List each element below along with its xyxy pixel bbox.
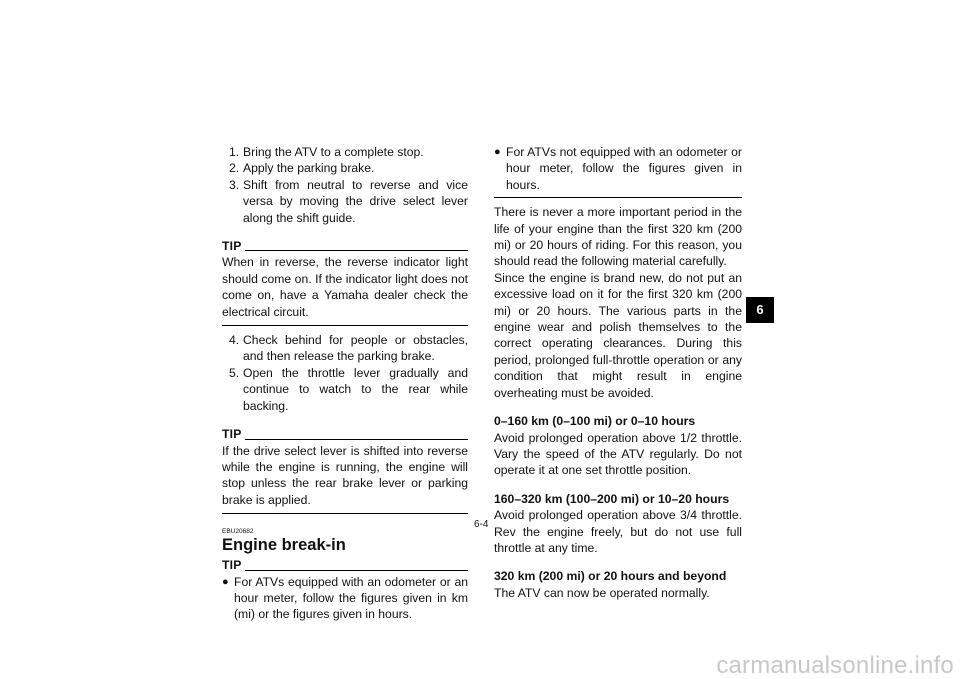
bullet-icon: ● [494,146,501,158]
tip-text: If the drive select lever is shifted into reverse while the engine is running, the engine will stop unless the rear brake lever or parking brake is applied. [222,443,468,507]
list-item: 5. Open the throttle lever gradually and continue to watch to the rear while backing. [229,365,468,413]
bullet-item: ● For ATVs equipped with an odometer or an hour meter, follow the figures given in km (mi) or the figures given in hours. [222,574,468,622]
tip-text: When in reverse, the reverse indicator light should come on. If the indicator light does not come on, have a Yamaha dealer check the electrical circuit. [222,255,468,319]
list-item: 4. Check behind for people or obstacles, and then release the parking brake. [229,333,468,364]
chapter-tab: 6 [746,297,774,323]
tip-header: TIP [222,426,468,442]
tip-rule [245,439,468,440]
spacer [494,556,742,568]
paragraph: There is never a more important period in the life of your engine than the first 320 km (200 mi) or 20 hours of riding. For this reason, you should read the following material carefully. [494,205,742,269]
subheading: 320 km (200 mi) or 20 hours and beyond [494,569,727,584]
tip-rule [245,250,468,251]
tip-end-rule [222,325,468,326]
list-item: 3. Shift from neutral to reverse and vice versa by moving the drive select lever along the shift guide. [229,177,468,225]
spacer [494,479,742,491]
list-item: 2. Apply the parking brake. [229,161,375,176]
tip-end-rule [494,197,742,198]
paragraph: Avoid prolonged operation above 3/4 throttle. Rev the engine freely, but do not use full throttle at any time. [494,508,742,555]
paragraph: The ATV can now be operated normally. [494,585,710,600]
page-number: 6-4 [474,519,489,530]
paragraph: Avoid prolonged operation above 1/2 throttle. Vary the speed of the ATV regularly. Do not operate it at one set throttle position. [494,430,742,478]
left-column [222,144,468,623]
tip-header: TIP [222,238,468,254]
tip-rule [245,570,468,571]
spacer [494,401,742,413]
subheading: 160–320 km (100–200 mi) or 10–20 hours [494,491,730,506]
tip-header: TIP [222,557,468,573]
section-code: EBU20682 [222,528,254,536]
tip-end-rule [222,513,468,514]
paragraph: Since the engine is brand new, do not put an excessive load on it for the first 320 km (200 mi) or 20 hours. The various parts in the engine wear and polish themselves to the correct operating clearances. During this period, prolonged full-throttle operation or any condition that might result in engine overheating must be avoided. [494,270,742,400]
bullet-icon: ● [222,575,229,588]
list-item: 1. Bring the ATV to a complete stop. [229,145,424,159]
steps-list-a [222,144,468,226]
right-column [494,144,742,601]
steps-list-b [222,332,468,414]
bullet-item: ● For ATVs not equipped with an odometer or hour meter, follow the figures given in hours. [494,145,742,192]
subheading: 0–160 km (0–100 mi) or 0–10 hours [494,414,696,429]
watermark: carmanualsonline.info [716,651,954,679]
section-title: Engine break-in [222,536,346,555]
